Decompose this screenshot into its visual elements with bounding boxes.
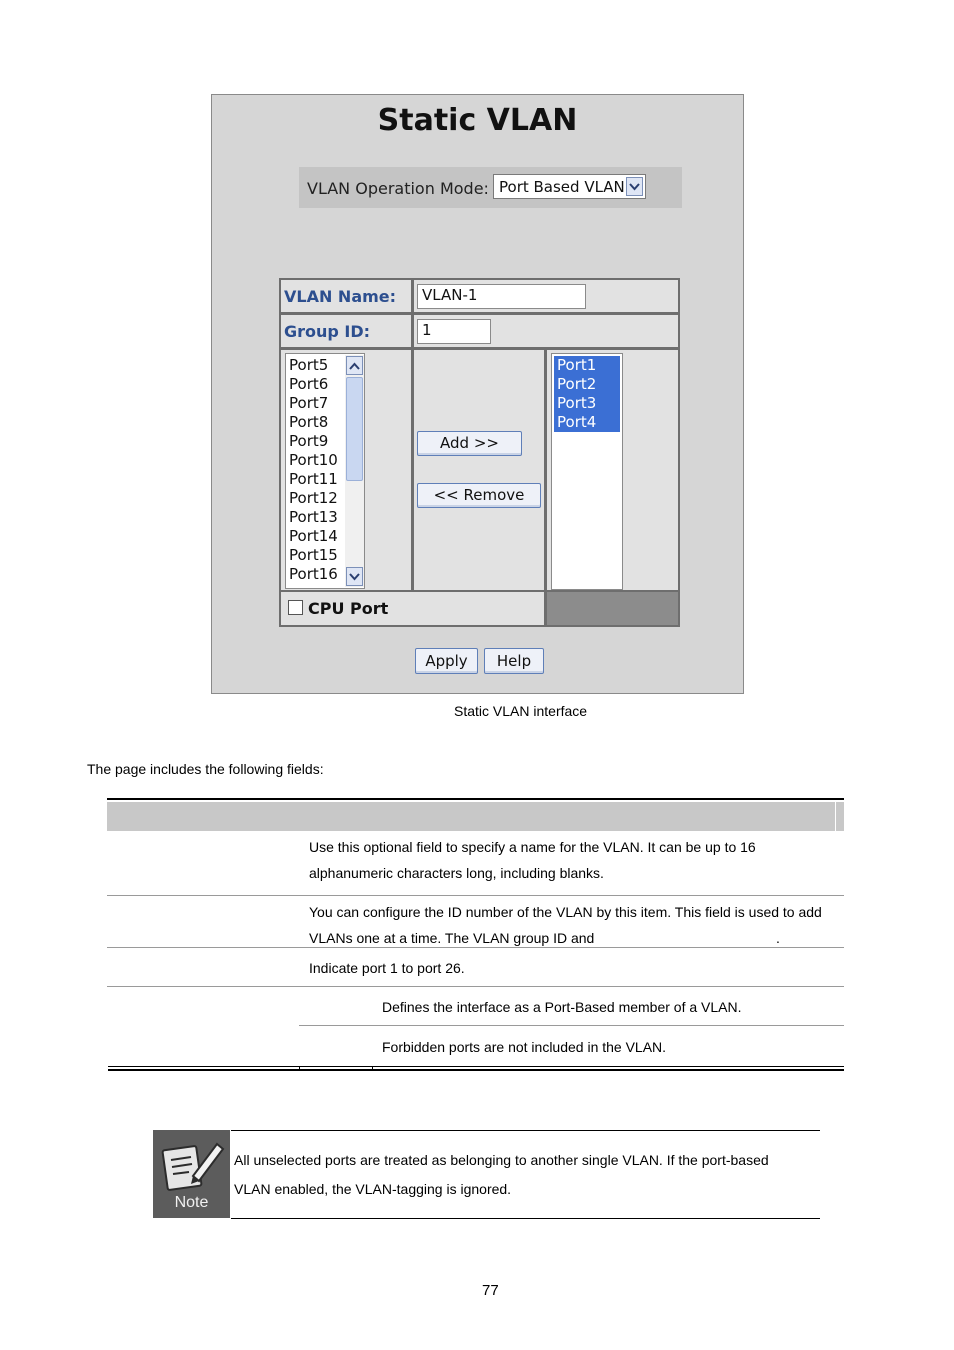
remove-button[interactable]: << Remove bbox=[417, 483, 541, 508]
cpu-port-label: CPU Port bbox=[308, 599, 389, 618]
note-top-rule bbox=[231, 1130, 820, 1131]
table-subrow-1: Defines the interface as a Port-Based member of a VLAN. bbox=[382, 999, 742, 1015]
available-port-option[interactable]: Port15 bbox=[289, 546, 338, 564]
note-icon-label: Note bbox=[174, 1194, 209, 1211]
cpu-port-filler-cell bbox=[547, 592, 678, 625]
vlan-form-table bbox=[279, 278, 680, 627]
available-port-option[interactable]: Port14 bbox=[289, 527, 338, 545]
member-port-option[interactable]: Port1 bbox=[554, 356, 620, 375]
available-port-option[interactable]: Port11 bbox=[289, 470, 338, 488]
vlan-name-label-cell bbox=[281, 280, 411, 312]
table-header-band bbox=[107, 802, 844, 831]
header-cell-divider bbox=[835, 802, 836, 831]
row-divider bbox=[107, 895, 844, 896]
note-line-2: VLAN enabled, the VLAN-tagging is ignored. bbox=[234, 1181, 512, 1197]
subrow-divider bbox=[299, 1025, 844, 1026]
available-ports-cell bbox=[281, 350, 411, 590]
table-subrow-2: Forbidden ports are not included in the VLAN. bbox=[382, 1039, 667, 1055]
available-port-option[interactable]: Port6 bbox=[289, 375, 329, 393]
group-id-input-cell bbox=[414, 315, 678, 347]
apply-button[interactable]: Apply bbox=[415, 648, 478, 674]
cpu-port-cell bbox=[281, 592, 544, 625]
operation-mode-label: VLAN Operation Mode: bbox=[307, 179, 489, 198]
member-ports-cell bbox=[547, 350, 678, 590]
chevron-down-icon[interactable] bbox=[346, 567, 363, 586]
available-port-option[interactable]: Port13 bbox=[289, 508, 338, 526]
group-id-label-cell bbox=[281, 315, 411, 347]
note-bottom-rule bbox=[231, 1218, 820, 1219]
chevron-up-icon[interactable] bbox=[346, 356, 363, 375]
intro-text: The page includes the following fields: bbox=[87, 761, 324, 777]
help-button[interactable]: Help bbox=[484, 648, 544, 674]
vlan-name-input-cell bbox=[414, 280, 678, 312]
table-row-2-line-2: VLANs one at a time. The VLAN group ID and bbox=[309, 930, 595, 946]
page-title: Static VLAN bbox=[377, 103, 578, 138]
row-divider bbox=[107, 986, 844, 987]
table-bottom-rule bbox=[108, 1069, 844, 1071]
add-button[interactable]: Add >> bbox=[417, 431, 522, 456]
scrollbar-thumb[interactable] bbox=[346, 377, 363, 481]
static-vlan-screenshot bbox=[211, 94, 744, 694]
available-ports-scrollbar[interactable] bbox=[345, 355, 364, 587]
figure-caption: Static VLAN interface bbox=[454, 703, 588, 719]
operation-mode-select[interactable] bbox=[493, 174, 646, 199]
available-ports-listbox[interactable] bbox=[285, 353, 365, 589]
available-port-option[interactable]: Port10 bbox=[289, 451, 338, 469]
note-line-1: All unselected ports are treated as belonging to another single VLAN. If the port-based bbox=[234, 1152, 769, 1168]
available-port-option[interactable]: Port7 bbox=[289, 394, 329, 412]
member-port-option[interactable]: Port3 bbox=[554, 394, 620, 413]
available-port-option[interactable]: Port12 bbox=[289, 489, 338, 507]
vlan-name-label: VLAN Name: bbox=[284, 287, 397, 306]
table-row-1-line-2: alphanumeric characters long, including blanks. bbox=[309, 865, 604, 881]
table-row-2-line-2-end: . bbox=[776, 930, 780, 946]
fields-table bbox=[107, 798, 844, 1072]
table-row-2-line-1: You can configure the ID number of the VLAN by this item. This field is used to add bbox=[309, 904, 822, 920]
cpu-port-checkbox[interactable] bbox=[288, 600, 303, 615]
page-number: 77 bbox=[482, 1282, 499, 1299]
group-id-input[interactable]: 1 bbox=[417, 319, 491, 344]
available-port-option[interactable]: Port8 bbox=[289, 413, 329, 431]
row-divider bbox=[107, 947, 844, 948]
available-port-option[interactable]: Port16 bbox=[289, 565, 338, 583]
note-icon bbox=[153, 1130, 230, 1218]
group-id-label: Group ID: bbox=[284, 322, 371, 341]
port-buttons-cell bbox=[414, 350, 544, 590]
vlan-name-input[interactable]: VLAN-1 bbox=[417, 284, 586, 309]
table-bottom-rule bbox=[108, 1066, 844, 1067]
operation-mode-value: Port Based VLAN bbox=[499, 178, 625, 196]
operation-mode-bar bbox=[299, 167, 682, 208]
table-row-3-line-1: Indicate port 1 to port 26. bbox=[309, 960, 465, 976]
member-ports-listbox[interactable] bbox=[551, 353, 623, 590]
table-top-rule bbox=[107, 798, 844, 800]
member-port-option[interactable]: Port2 bbox=[554, 375, 620, 394]
member-port-option[interactable]: Port4 bbox=[554, 413, 620, 432]
table-row-1-line-1: Use this optional field to specify a name for the VLAN. It can be up to 16 bbox=[309, 839, 756, 855]
available-port-option[interactable]: Port9 bbox=[289, 432, 329, 450]
available-port-option[interactable]: Port5 bbox=[289, 356, 329, 374]
chevron-down-icon[interactable] bbox=[626, 177, 643, 196]
